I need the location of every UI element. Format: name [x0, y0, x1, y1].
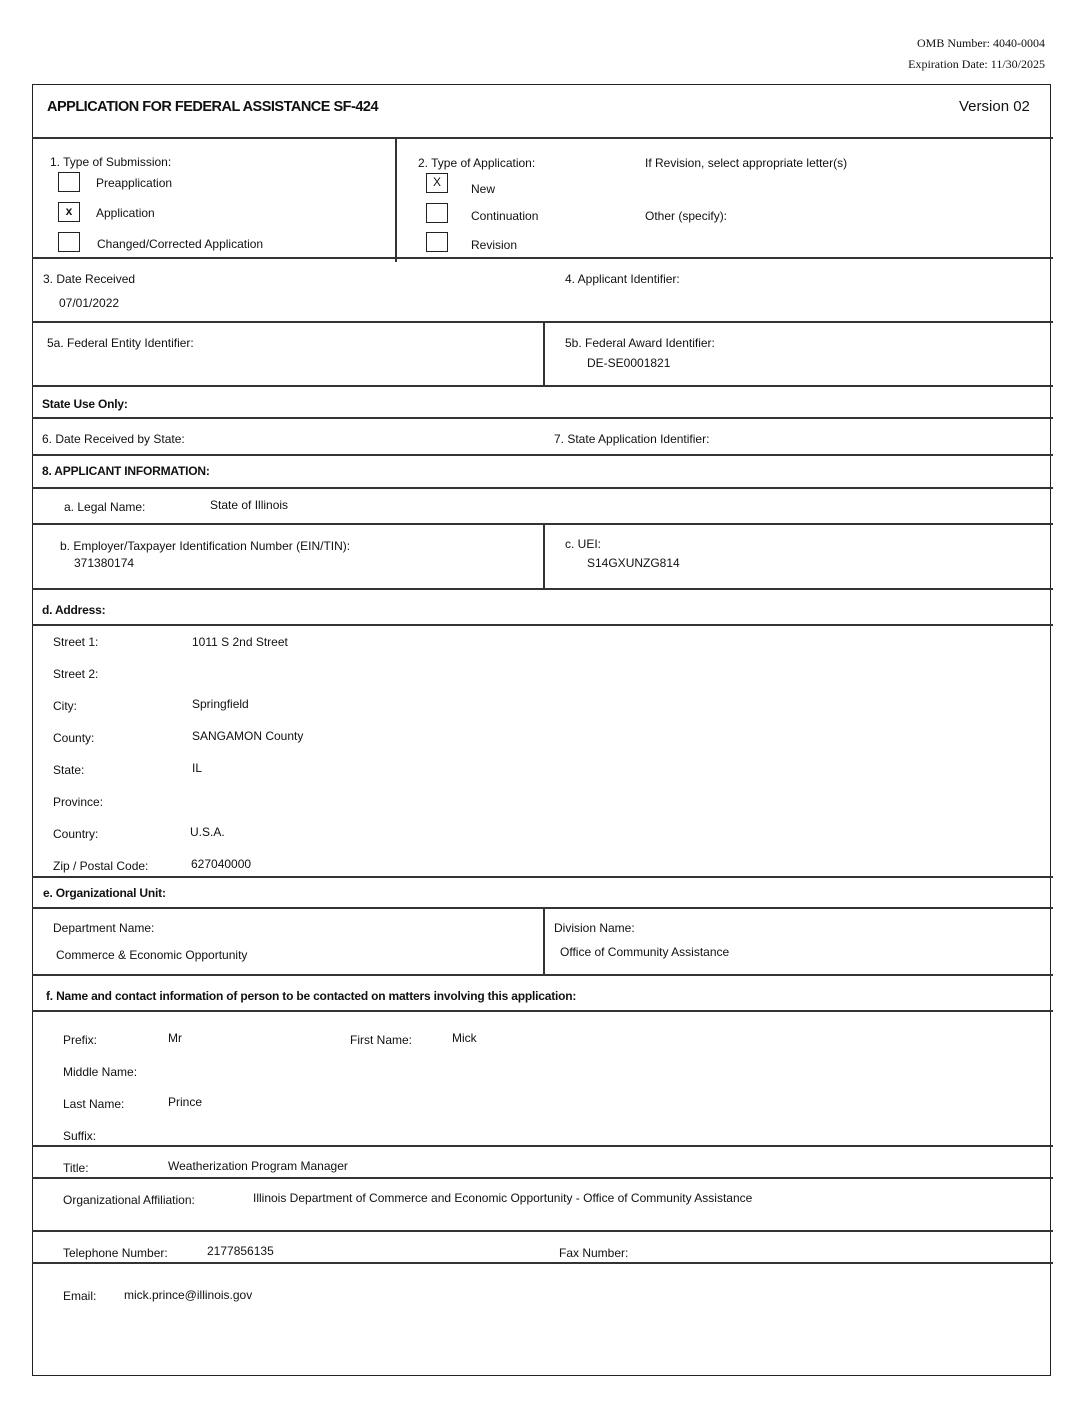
- divider: [32, 1145, 1053, 1147]
- divider: [543, 908, 545, 974]
- street1-label: Street 1:: [53, 635, 99, 649]
- divider: [32, 257, 1053, 259]
- middle-name-label: Middle Name:: [63, 1065, 138, 1079]
- department-name-label: Department Name:: [53, 921, 155, 935]
- expiration-date: Expiration Date: 11/30/2025: [908, 57, 1045, 71]
- divider: [32, 876, 1053, 878]
- submission-type-label: 1. Type of Submission:: [50, 155, 172, 169]
- divider: [32, 137, 1053, 139]
- street2-label: Street 2:: [53, 667, 99, 681]
- ein-label: b. Employer/Taxpayer Identification Number (EIN/TIN):: [60, 539, 351, 553]
- divider: [543, 322, 545, 385]
- contact-heading: f. Name and contact information of person to be contacted on matters involving this application:: [46, 989, 577, 1003]
- state-value: IL: [192, 761, 203, 775]
- org-unit-heading: e. Organizational Unit:: [43, 886, 166, 900]
- city-value: Springfield: [192, 697, 249, 711]
- applicant-identifier-label: 4. Applicant Identifier:: [565, 272, 680, 286]
- divider: [32, 588, 1053, 590]
- checkbox-application[interactable]: x: [58, 202, 80, 222]
- divider: [32, 417, 1053, 419]
- telephone-value: 2177856135: [207, 1244, 274, 1258]
- zip-value: 627040000: [191, 857, 252, 871]
- divider: [32, 1010, 1053, 1012]
- checkbox-changed-corrected[interactable]: [58, 232, 80, 252]
- sf424-form: [32, 84, 1051, 1376]
- last-name-value: Prince: [168, 1095, 203, 1109]
- telephone-label: Telephone Number:: [63, 1246, 168, 1260]
- changed-corrected-label: Changed/Corrected Application: [97, 237, 264, 251]
- country-label: Country:: [53, 827, 99, 841]
- revision-label: Revision: [471, 238, 518, 252]
- checkbox-revision[interactable]: [426, 232, 448, 252]
- date-received-label: 3. Date Received: [43, 272, 136, 286]
- country-value: U.S.A.: [190, 825, 225, 839]
- divider: [32, 1262, 1053, 1264]
- uei-label: c. UEI:: [565, 537, 602, 551]
- ein-value: 371380174: [74, 556, 135, 570]
- divider: [32, 454, 1053, 456]
- federal-entity-identifier-label: 5a. Federal Entity Identifier:: [47, 336, 194, 350]
- state-label: State:: [53, 763, 85, 777]
- federal-award-identifier-value: DE-SE0001821: [587, 356, 671, 370]
- county-value: SANGAMON County: [192, 729, 304, 743]
- prefix-label: Prefix:: [63, 1033, 98, 1047]
- divider: [32, 1230, 1053, 1232]
- uei-value: S14GXUNZG814: [587, 556, 680, 570]
- state-use-only-heading: State Use Only:: [42, 397, 128, 411]
- revision-letter-label: If Revision, select appropriate letter(s): [645, 156, 848, 170]
- zip-label: Zip / Postal Code:: [53, 859, 149, 873]
- other-specify-label: Other (specify):: [645, 209, 728, 223]
- legal-name-label: a. Legal Name:: [64, 500, 146, 514]
- fax-label: Fax Number:: [559, 1246, 629, 1260]
- province-label: Province:: [53, 795, 104, 809]
- prefix-value: Mr: [168, 1031, 182, 1045]
- email-label: Email:: [63, 1289, 97, 1303]
- department-name-value: Commerce & Economic Opportunity: [56, 948, 248, 962]
- divider: [32, 624, 1053, 626]
- state-application-identifier-label: 7. State Application Identifier:: [554, 432, 710, 446]
- first-name-label: First Name:: [350, 1033, 413, 1047]
- form-version: Version 02: [959, 98, 1030, 115]
- new-label: New: [471, 182, 496, 196]
- divider: [32, 1177, 1053, 1179]
- city-label: City:: [53, 699, 77, 713]
- suffix-label: Suffix:: [63, 1129, 97, 1143]
- street1-value: 1011 S 2nd Street: [192, 635, 288, 649]
- preapplication-label: Preapplication: [96, 176, 173, 190]
- divider: [32, 974, 1053, 976]
- divider: [32, 487, 1053, 489]
- form-title: APPLICATION FOR FEDERAL ASSISTANCE SF-424: [47, 99, 379, 115]
- continuation-label: Continuation: [471, 209, 539, 223]
- checkbox-preapplication[interactable]: [58, 172, 80, 192]
- divider: [32, 385, 1053, 387]
- division-name-value: Office of Community Assistance: [560, 945, 730, 959]
- omb-number: OMB Number: 4040-0004: [917, 36, 1045, 50]
- first-name-value: Mick: [452, 1031, 477, 1045]
- county-label: County:: [53, 731, 95, 745]
- legal-name-value: State of Illinois: [210, 498, 289, 512]
- division-name-label: Division Name:: [554, 921, 635, 935]
- org-affiliation-value: Illinois Department of Commerce and Economic Opportunity - Office of Community Assistance: [253, 1191, 753, 1205]
- divider: [395, 138, 397, 262]
- divider: [543, 524, 545, 589]
- org-affiliation-label: Organizational Affiliation:: [63, 1193, 195, 1207]
- last-name-label: Last Name:: [63, 1097, 125, 1111]
- federal-award-identifier-label: 5b. Federal Award Identifier:: [565, 336, 715, 350]
- email-value: mick.prince@illinois.gov: [124, 1288, 253, 1302]
- checkbox-continuation[interactable]: [426, 203, 448, 223]
- address-heading: d. Address:: [42, 603, 106, 617]
- applicant-information-heading: 8. APPLICANT INFORMATION:: [42, 464, 210, 478]
- checkbox-new[interactable]: X: [426, 173, 448, 193]
- title-label: Title:: [63, 1161, 89, 1175]
- application-type-label: 2. Type of Application:: [418, 156, 536, 170]
- date-received-by-state-label: 6. Date Received by State:: [42, 432, 185, 446]
- date-received-value: 07/01/2022: [59, 296, 120, 310]
- title-value: Weatherization Program Manager: [168, 1159, 348, 1173]
- application-label: Application: [96, 206, 155, 220]
